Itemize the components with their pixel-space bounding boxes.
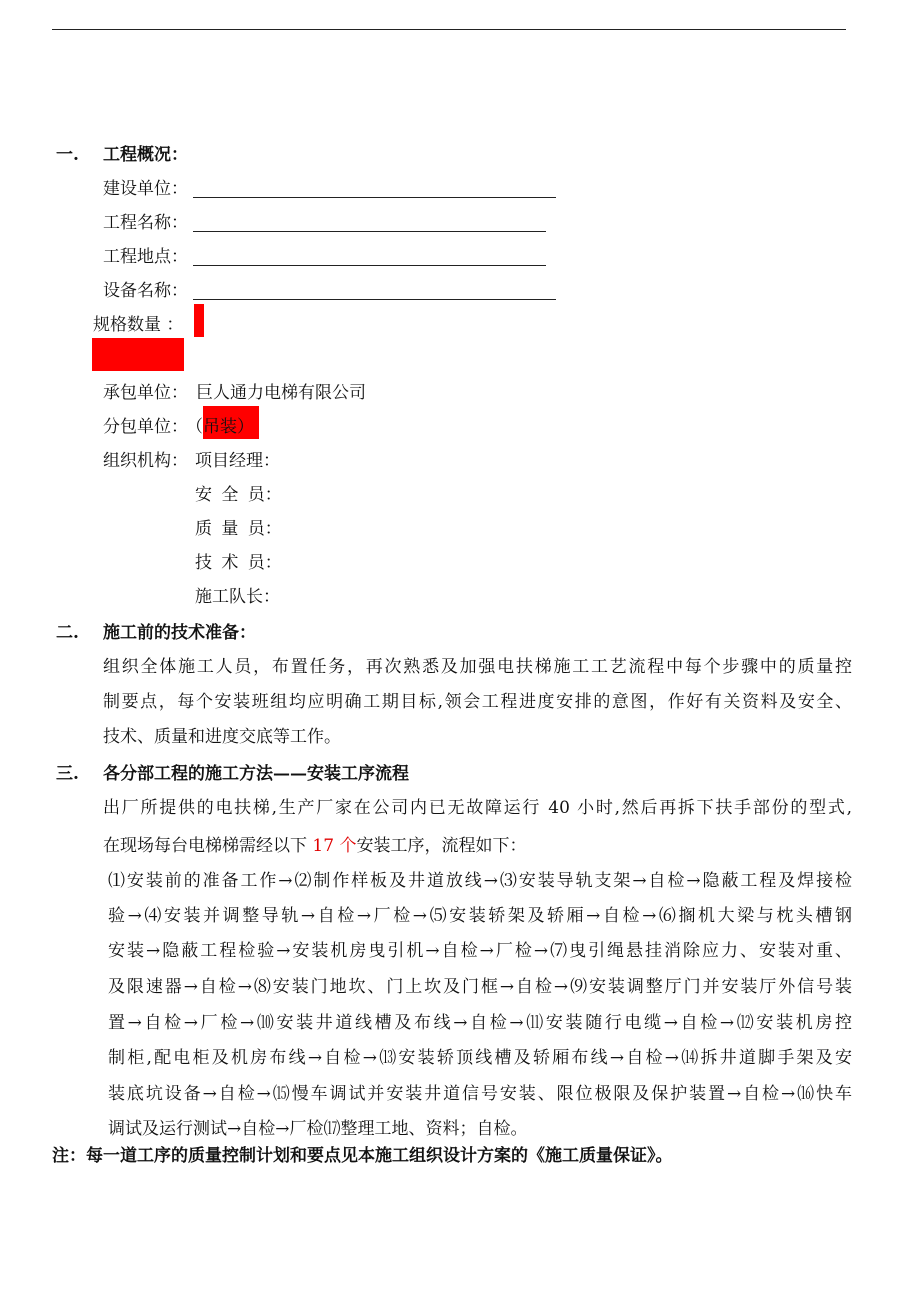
step-count-highlight: 17 个 — [312, 836, 357, 856]
field-label-equipment: 设备名称： — [103, 281, 188, 301]
redaction-mark — [194, 304, 204, 337]
organization-label: 组织机构： — [103, 451, 188, 471]
flow-line: 置→自检→厂检→⑽安装井道线槽及布线→自检→⑾安装随行电缆→自检→⑿安装机房控 — [108, 1013, 852, 1033]
section-3-intro-2 — [103, 835, 526, 857]
role-technician: 技 术 员： — [195, 553, 282, 573]
field-label-spec: 规格数量 ： — [93, 315, 184, 335]
flow-line: 调试及运行测试→自检→厂检⒄整理工地、资料；自检。 — [108, 1119, 528, 1139]
flow-line: 装底坑设备→自检→⒂慢车调试并安装井道信号安装、限位极限及保护装置→自检→⒃快车 — [108, 1084, 852, 1104]
role-quality-officer: 质 量 员： — [195, 519, 282, 539]
section-3-intro: 出厂所提供的电扶梯,生产厂家在公司内已无故障运行 40 小时,然后再拆下扶手部份的型式, — [103, 798, 852, 818]
field-blank-location — [193, 265, 546, 266]
section-3-number: 三. — [56, 764, 79, 784]
flow-line: ⑴安装前的准备工作→⑵制作样板及井道放线→⑶安装导轨支架→自检→隐蔽工程及焊接检 — [108, 871, 852, 891]
note: 注：每一道工序的质量控制计划和要点见本施工组织设计方案的《施工质量保证》。 — [52, 1146, 673, 1166]
flow-line: 及限速器→自检→⑻安装门地坎、门上坎及门框→自检→⑼安装调整厅门并安装厅外信号装 — [108, 977, 852, 997]
header-rule — [52, 29, 846, 30]
flow-line: 安装→隐蔽工程检验→安装机房曳引机→自检→厂检→⑺曳引绳悬挂消除应力、安装对重、 — [108, 941, 852, 961]
section-1-title: 工程概况： — [103, 145, 188, 165]
section-2-line: 技术、质量和进度交底等工作。 — [103, 727, 341, 747]
redaction-mark — [92, 338, 184, 371]
field-blank-client — [193, 197, 556, 198]
field-blank-equipment — [193, 299, 556, 300]
section-3-title: 各分部工程的施工方法——安装工序流程 — [103, 764, 409, 784]
field-label-project-name: 工程名称： — [103, 213, 188, 233]
subcontractor-value: （吊装） — [186, 417, 254, 437]
section-2-line: 制要点，每个安装班组均应明确工期目标,领会工程进度安排的意图，作好有关资料及安全、 — [103, 692, 852, 712]
section-1-number: 一. — [56, 145, 79, 165]
role-team-leader: 施工队长： — [195, 587, 280, 607]
contractor-value: 巨人通力电梯有限公司 — [196, 383, 366, 403]
section-2-title: 施工前的技术准备： — [103, 623, 256, 643]
section-2-line: 组织全体施工人员，布置任务，再次熟悉及加强电扶梯施工工艺流程中每个步骤中的质量控 — [103, 657, 852, 677]
intro-text: 安装工序，流程如下： — [356, 836, 527, 856]
flow-line: 制柜,配电柜及机房布线→自检→⒀安装轿顶线槽及轿厢布线→自检→⒁拆井道脚手架及安 — [108, 1048, 852, 1068]
role-safety-officer: 安 全 员： — [195, 485, 282, 505]
contractor-label: 承包单位： — [103, 383, 188, 403]
field-label-location: 工程地点： — [103, 247, 188, 267]
field-blank-project-name — [193, 231, 546, 232]
flow-line: 验→⑷安装并调整导轨→自检→厂检→⑸安装轿架及轿厢→自检→⑹搁机大梁与枕头槽钢 — [108, 906, 852, 926]
field-label-client: 建设单位： — [103, 179, 188, 199]
section-2-number: 二. — [56, 623, 79, 643]
role-project-manager: 项目经理： — [195, 451, 280, 471]
intro-text: 在现场每台电梯梯需经以下 — [103, 836, 313, 856]
subcontractor-label: 分包单位： — [103, 417, 188, 437]
